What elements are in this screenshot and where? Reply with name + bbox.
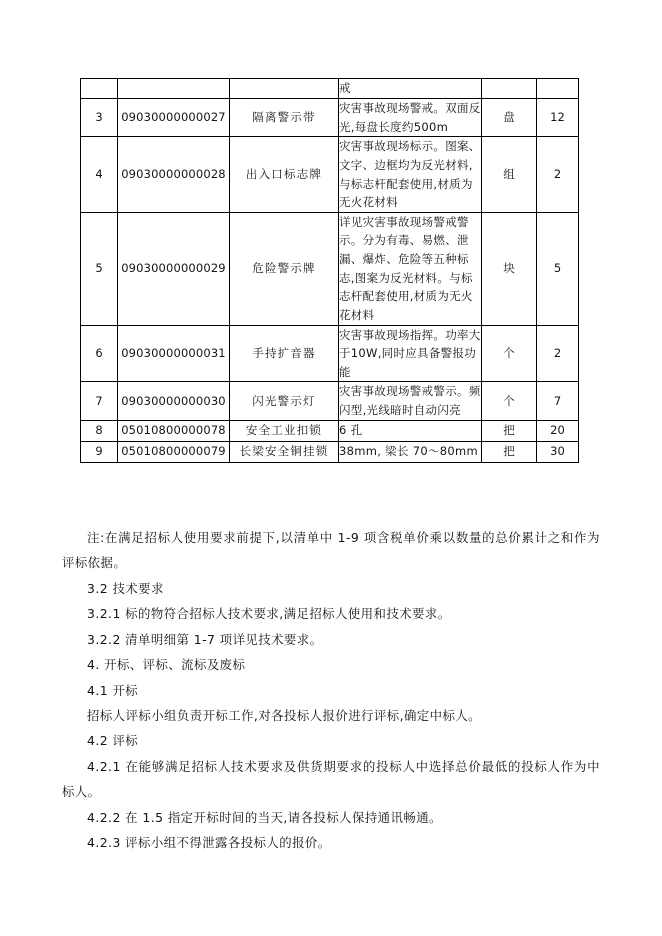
heading-3-2: 3.2 技术要求 (87, 580, 164, 596)
cell-code: 09030000000029 (118, 212, 230, 325)
cell-code: 09030000000030 (118, 382, 230, 420)
cell-code (118, 79, 230, 99)
cell-quantity: 30 (537, 441, 579, 462)
cell-description: 灾害事故现场警戒。双面反光,每盘长度约500m (339, 99, 482, 137)
cell-code: 09030000000028 (118, 137, 230, 213)
paragraph-3-2-1: 3.2.1 标的物符合招标人技术要求,满足招标人使用和技术要求。 (87, 606, 451, 622)
table-row (81, 99, 579, 137)
cell-index: 4 (81, 137, 118, 213)
cell-quantity: 2 (537, 137, 579, 213)
cell-description: 灾害事故现场指挥。功率大于10W,同时应具备警报功能 (339, 325, 482, 382)
cell-name (230, 79, 339, 99)
cell-quantity: 2 (537, 325, 579, 382)
paragraph-4-2-3: 4.2.3 评标小组不得泄露各投标人的报价。 (87, 835, 331, 851)
procurement-items-table (80, 78, 579, 463)
cell-description: 灾害事故现场标示。图案、文字、边框均为反光材料,与标志杆配套使用,材质为无火花材料 (339, 137, 482, 213)
cell-name: 长梁安全铜挂锁 (230, 441, 339, 462)
cell-quantity: 12 (537, 99, 579, 137)
cell-index: 8 (81, 420, 118, 441)
cell-quantity: 5 (537, 212, 579, 325)
paragraph-note: 注:在满足招标人使用要求前提下,以清单中 1-9 项含税单价乘以数量的总价累计之和作为评标依据。 (62, 530, 600, 571)
table-row (81, 212, 579, 325)
paragraph-4-1-body: 招标人评标小组负责开标工作,对各投标人报价进行评标,确定中标人。 (87, 707, 481, 723)
cell-description: 6 孔 (339, 420, 482, 441)
cell-name: 安全工业扣锁 (230, 420, 339, 441)
cell-description: 38mm, 梁长 70～80mm (339, 441, 482, 462)
cell-name: 出入口标志牌 (230, 137, 339, 213)
cell-index: 3 (81, 99, 118, 137)
paragraph-4-2-1: 4.2.1 在能够满足招标人技术要求及供货期要求的投标人中选择总价最低的投标人作为中标人。 (62, 758, 600, 800)
cell-unit: 组 (482, 137, 537, 213)
table-body (81, 79, 579, 463)
paragraph-3-2-2: 3.2.2 清单明细第 1-7 项详见技术要求。 (87, 631, 323, 647)
procurement-items-table-container (80, 78, 578, 463)
cell-code: 09030000000027 (118, 99, 230, 137)
document-body-text (62, 525, 600, 855)
heading-4-1: 4.1 开标 (87, 682, 139, 698)
cell-name: 隔离警示带 (230, 99, 339, 137)
cell-unit: 个 (482, 325, 537, 382)
heading-4: 4. 开标、评标、流标及废标 (87, 657, 246, 673)
cell-index: 7 (81, 382, 118, 420)
cell-unit: 盘 (482, 99, 537, 137)
table-row (81, 420, 579, 441)
cell-name: 危险警示牌 (230, 212, 339, 325)
table-row (81, 382, 579, 420)
heading-4-2: 4.2 评标 (87, 733, 139, 749)
cell-unit: 把 (482, 441, 537, 462)
cell-unit: 个 (482, 382, 537, 420)
cell-quantity: 7 (537, 382, 579, 420)
cell-code: 05010800000078 (118, 420, 230, 441)
cell-name: 闪光警示灯 (230, 382, 339, 420)
table-row (81, 325, 579, 382)
table-row (81, 137, 579, 213)
cell-index: 5 (81, 212, 118, 325)
cell-unit (482, 79, 537, 99)
cell-quantity (537, 79, 579, 99)
paragraph-4-2-2: 4.2.2 在 1.5 指定开标时间的当天,请各投标人保持通讯畅通。 (87, 809, 442, 825)
cell-description: 详见灾害事故现场警戒警示。分为有毒、易燃、泄漏、爆炸、危险等五种标志,图案为反光材料。与标志杆配套使用,材质为无火花材料 (339, 212, 482, 325)
cell-index: 9 (81, 441, 118, 462)
cell-code: 09030000000031 (118, 325, 230, 382)
cell-unit: 块 (482, 212, 537, 325)
cell-description: 戒 (339, 79, 482, 99)
cell-unit: 把 (482, 420, 537, 441)
table-row (81, 441, 579, 462)
cell-index (81, 79, 118, 99)
cell-quantity: 20 (537, 420, 579, 441)
cell-code: 05010800000079 (118, 441, 230, 462)
cell-name: 手持扩音器 (230, 325, 339, 382)
table-row-continuation (81, 79, 579, 99)
cell-index: 6 (81, 325, 118, 382)
cell-description: 灾害事故现场警戒警示。频闪型,光线暗时自动闪亮 (339, 382, 482, 420)
